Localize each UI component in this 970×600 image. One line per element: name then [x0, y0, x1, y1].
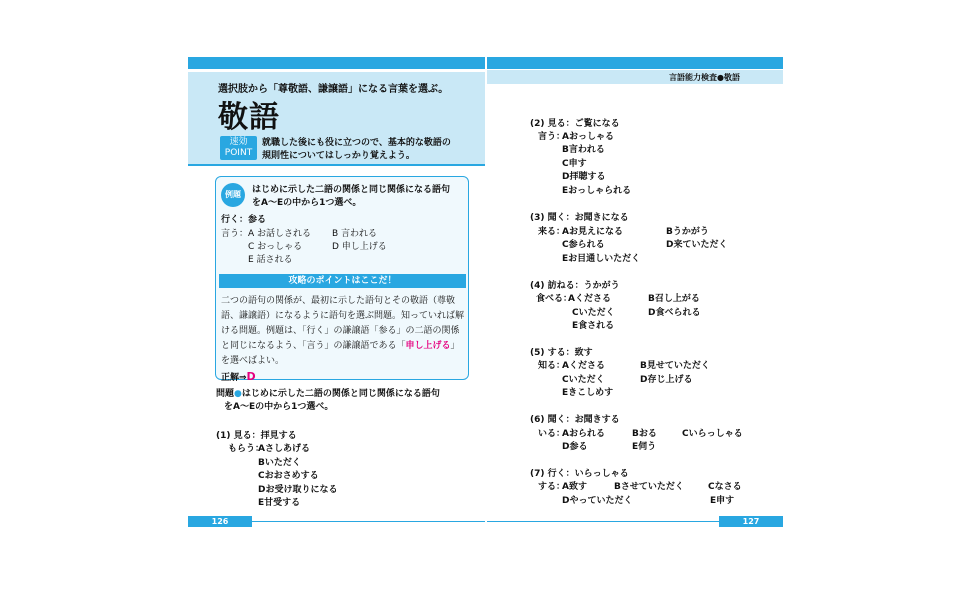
q6-stem: いる： — [538, 429, 566, 439]
q2-stem: 言う： — [538, 132, 566, 142]
question-intro — [216, 388, 484, 414]
q4-option-b: B召し上がる — [648, 294, 700, 304]
q2-option-e: Eおっしゃられる — [562, 186, 632, 196]
q7-option-b: Bさせていただく — [614, 482, 684, 492]
strategy-explanation — [221, 294, 465, 386]
q4-option-c: Cいただく — [572, 308, 615, 318]
bullet-icon: ● — [234, 389, 242, 399]
q1-option-b: Bいただく — [258, 458, 301, 468]
q3-option-b: Bうかがう — [666, 227, 709, 237]
footer-rule-right — [487, 521, 719, 522]
example-option-b: B 言われる — [332, 229, 378, 239]
point-description — [262, 137, 472, 163]
q3-option-e: Eお目通しいただく — [562, 254, 641, 264]
example-pair: 行く：参る — [221, 215, 267, 225]
q7-option-c: Cなさる — [708, 482, 742, 492]
q1-option-c: Cおおさめする — [258, 471, 319, 481]
q4-option-d: D食べられる — [648, 308, 701, 318]
q2-option-c: C申す — [562, 159, 587, 169]
q3-option-c: C参られる — [562, 240, 605, 250]
q7-option-d: Dやっていただく — [562, 496, 633, 506]
q4-option-a: Aくださる — [568, 294, 611, 304]
q3-head: (3) 聞く：お聞きになる — [530, 213, 629, 223]
top-bar-right — [487, 57, 783, 69]
q2-option-a: Aおっしゃる — [562, 132, 614, 142]
q6-option-c: Cいらっしゃる — [682, 429, 743, 439]
point-badge — [220, 136, 257, 160]
q5-option-e: Eきこしめす — [562, 388, 614, 398]
answer-label: 正解⇒ — [221, 373, 247, 383]
q5-option-c: Cいただく — [562, 375, 605, 385]
q3-option-a: Aお見えになる — [562, 227, 623, 237]
point-badge-line2: POINT — [224, 148, 253, 158]
q2-head: (2) 見る：ご覧になる — [530, 119, 620, 129]
q1-option-a: Aさしあげる — [258, 444, 310, 454]
page-number-right: 127 — [719, 516, 783, 527]
q1-head: (1) 見る：拝見する — [216, 431, 297, 441]
q3-stem: 来る： — [538, 227, 566, 237]
q2-option-d: D拝聴する — [562, 172, 606, 182]
q5-stem: 知る： — [538, 361, 566, 371]
footer-rule-left — [252, 521, 485, 522]
q6-option-a: Aおられる — [562, 429, 605, 439]
q1-option-e: E甘受する — [258, 498, 301, 508]
explain-text-1: 二つの語句の関係が、最初に示した語句とその敬語（尊敬語、謙譲語）になるように語句を選ぶ問題。知っていれば解ける問題。例題は、「行く」の謙譲語「参る」の二語の関係と同じになるよう、「言う」の謙譲語である「 — [221, 296, 465, 351]
q4-head: (4) 訪ねる：うかがう — [530, 281, 620, 291]
q6-option-d: D参る — [562, 442, 588, 452]
point-desc-line1: 就職した後にも役に立つので、基本的な敬語の — [262, 138, 451, 148]
q4-stem: 食べる： — [536, 294, 573, 304]
q7-stem: する： — [538, 482, 566, 492]
answer-value: D — [246, 370, 256, 383]
example-question-stem: 言う： — [221, 229, 249, 239]
example-option-a: A お話しされる — [248, 229, 312, 239]
question-intro-line1: はじめに示した二語の関係と同じ関係になる語句 — [241, 389, 440, 399]
strategy-heading: 攻略のポイントはここだ！ — [219, 274, 466, 288]
q5-option-a: Aくださる — [562, 361, 605, 371]
example-badge: 例題 — [221, 183, 245, 207]
q1-stem: もらう： — [228, 444, 265, 454]
section-tag: 言語能力検査●敬語 — [669, 73, 740, 82]
q4-option-e: E食される — [572, 321, 615, 331]
explain-highlight: 申し上げる — [405, 341, 451, 351]
q7-option-e: E申す — [710, 496, 735, 506]
example-option-c: C おっしゃる — [248, 242, 303, 252]
q6-option-e: E伺う — [632, 442, 657, 452]
example-option-d: D 申し上げる — [332, 242, 387, 252]
q5-option-b: B見せていただく — [640, 361, 710, 371]
q1-option-d: Dお受け取りになる — [258, 485, 338, 495]
example-title — [252, 184, 462, 210]
q2-option-b: B言われる — [562, 145, 605, 155]
q5-option-d: D存じ上げる — [640, 375, 693, 385]
example-title-line2: をA〜Eの中から1つ選べ。 — [252, 198, 362, 208]
page-title: 敬語 — [218, 100, 280, 135]
explain-text-2: 」を選べばよい。 — [221, 341, 460, 366]
top-bar-left — [188, 57, 485, 69]
q7-option-a: A致す — [562, 482, 587, 492]
example-option-e: E 話される — [248, 255, 293, 265]
question-intro-label: 問題 — [216, 389, 235, 399]
page-subtitle: 選択肢から「尊敬語、謙譲語」になる言葉を選ぶ。 — [218, 84, 449, 95]
q6-option-b: Bおる — [632, 429, 657, 439]
q3-option-d: D来ていただく — [666, 240, 728, 250]
q6-head: (6) 聞く：お聞きする — [530, 415, 620, 425]
point-desc-line2: 規則性についてはしっかり覚えよう。 — [262, 151, 415, 161]
question-intro-line2: をA〜Eの中から1つ選べ。 — [224, 402, 334, 412]
example-title-line1: はじめに示した二語の関係と同じ関係になる語句 — [252, 185, 451, 195]
q5-head: (5) する：致す — [530, 348, 593, 358]
q7-head: (7) 行く：いらっしゃる — [530, 469, 629, 479]
point-badge-line1: 速効 — [229, 137, 248, 147]
page-number-left: 126 — [188, 516, 252, 527]
